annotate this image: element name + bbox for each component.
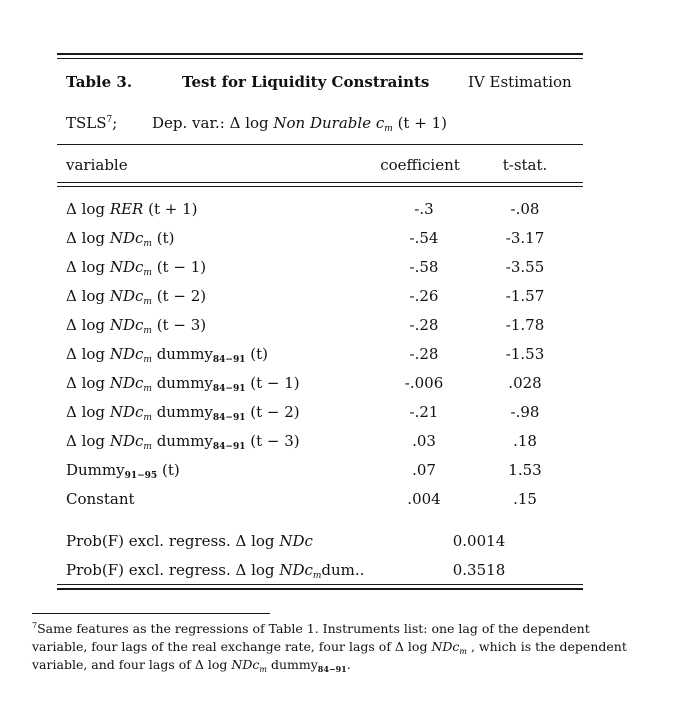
bottom-rule-2: [57, 588, 583, 590]
column-header-variable: variable: [66, 156, 128, 174]
dep-var-prefix: Δ log: [229, 114, 269, 132]
coefficient-cell: -.3: [414, 200, 434, 218]
table-row: [0, 258, 675, 282]
dep-var-suffix: (t + 1): [397, 114, 447, 132]
delta-log: Δ log: [66, 200, 106, 218]
lag: (t + 1): [148, 200, 198, 218]
bottom-rule-1: [57, 584, 583, 585]
delta-log: Δ log: [66, 345, 106, 363]
variable-name: RER: [109, 200, 144, 218]
tstat-cell: .15: [513, 490, 537, 508]
delta-log: Δ log: [66, 374, 106, 392]
lag: (t − 3): [156, 316, 207, 334]
table-row: [0, 403, 675, 427]
variable-cell: [66, 403, 300, 421]
variable-name: NDc: [109, 403, 144, 421]
table-row: [0, 287, 675, 311]
prob-value: 0.3518: [452, 561, 506, 579]
method-footnote-mark: 7: [106, 115, 113, 125]
coefficient-cell: -.28: [409, 316, 439, 334]
dep-var-label: Dep. var.:: [152, 114, 225, 132]
prob-variable-cell: [66, 561, 364, 579]
column-header-coefficient: coefficient: [380, 156, 460, 174]
dependent-variable: [152, 114, 447, 132]
coefficient-cell: -.26: [409, 287, 439, 305]
variable-subscript: m: [143, 239, 152, 249]
prob-value: 0.0014: [452, 532, 506, 550]
delta-log: Δ log: [235, 532, 275, 550]
header-top-rule: [57, 144, 583, 145]
coefficient-cell: .004: [407, 490, 441, 508]
table-row: [0, 374, 675, 398]
prob-label: Prob(F) excl. regress.: [66, 532, 231, 550]
variable-name: NDc: [109, 432, 144, 450]
dep-var-sub: m: [384, 124, 393, 134]
prob-variable-cell: [66, 532, 313, 550]
prob-row: [0, 561, 675, 585]
variable-name: NDc: [109, 287, 144, 305]
column-header-tstat: t-stat.: [502, 156, 548, 174]
variable-cell: [66, 229, 174, 247]
variable-name: NDc: [279, 532, 313, 550]
variable-tail: dum..: [321, 561, 365, 579]
dummy-subscript: 84−91: [212, 355, 246, 365]
estimation-method: IV Estimation: [468, 73, 572, 91]
coefficient-cell: -.58: [409, 258, 439, 276]
variable-subscript: m: [143, 442, 152, 452]
coefficient-cell: -.28: [409, 345, 439, 363]
variable-subscript: m: [143, 384, 152, 394]
delta-log: Δ log: [235, 561, 275, 579]
tstat-cell: -1.57: [505, 287, 545, 305]
header-rule-2: [57, 186, 583, 187]
variable-subscript: m: [143, 326, 152, 336]
table-number: Table 3.: [66, 73, 133, 91]
tstat-cell: -.98: [510, 403, 540, 421]
top-rule-inner: [57, 58, 583, 59]
variable-term: Constant: [66, 490, 135, 508]
variable-name: NDc: [109, 374, 144, 392]
variable-term: dummy: [156, 345, 213, 363]
variable-subscript: m: [143, 297, 152, 307]
variable-name: NDc: [109, 316, 144, 334]
footnote-mark: 7: [32, 621, 38, 630]
table-row: [0, 461, 675, 485]
footnote-line-3: variable, and four lags of Δ log NDc$_m$ dummy$_{84-91}$.: [32, 657, 351, 674]
variable-subscript: m: [143, 268, 152, 278]
prob-row: [0, 532, 675, 556]
footnote: [32, 621, 642, 675]
lag: (t − 1): [250, 374, 300, 392]
footnote-line-1: $^7$Same features as the regressions of Table 1. Instruments list: one lag of the dependent: [32, 621, 590, 636]
prob-label: Prob(F) excl. regress.: [66, 561, 231, 579]
variable-cell: [66, 461, 180, 479]
variable-subscript: m: [312, 571, 322, 581]
variable-cell: [66, 316, 206, 334]
table-row: [0, 200, 675, 224]
dummy-subscript: 84−91: [212, 384, 246, 394]
table-row: [0, 490, 675, 514]
delta-log: Δ log: [66, 403, 106, 421]
lag: (t): [156, 229, 175, 247]
coefficient-cell: -.54: [409, 229, 439, 247]
variable-cell: [66, 490, 135, 508]
tstat-cell: -1.78: [505, 316, 545, 334]
variable-subscript: m: [143, 413, 152, 423]
coefficient-cell: -.21: [409, 403, 439, 421]
delta-log: Δ log: [66, 432, 106, 450]
coefficient-cell: .03: [412, 432, 436, 450]
variable-cell: [66, 432, 300, 450]
variable-name: NDc: [279, 561, 313, 579]
header-rule-1: [57, 182, 583, 183]
variable-term: dummy: [156, 374, 213, 392]
tstat-cell: -1.53: [505, 345, 545, 363]
top-rule: [57, 53, 583, 55]
lag: (t − 1): [156, 258, 207, 276]
variable-term: Dummy: [66, 461, 125, 479]
delta-log: Δ log: [66, 287, 106, 305]
dep-var-name: Non Durable c: [273, 114, 385, 132]
lag: (t − 3): [250, 432, 300, 450]
dummy-subscript: 91−95: [124, 471, 158, 481]
variable-cell: [66, 374, 300, 392]
tstat-cell: 1.53: [508, 461, 542, 479]
footnote-line-2: variable, four lags of the real exchange rate, four lags of Δ log NDc$_m$ , which is the dependent: [32, 639, 627, 656]
lag: (t): [250, 345, 268, 363]
variable-term: dummy: [156, 432, 213, 450]
variable-subscript: m: [143, 355, 152, 365]
tstat-cell: .18: [513, 432, 537, 450]
method-name: TSLS: [66, 114, 107, 132]
variable-cell: [66, 287, 206, 305]
coefficient-cell: -.006: [404, 374, 444, 392]
lag: (t − 2): [156, 287, 207, 305]
method-label: [66, 114, 117, 132]
tstat-cell: -3.17: [505, 229, 545, 247]
lag: (t): [161, 461, 180, 479]
footnote-rule: [32, 613, 270, 614]
variable-cell: [66, 258, 206, 276]
method-suffix: ;: [112, 114, 118, 132]
variable-name: NDc: [109, 258, 144, 276]
variable-cell: [66, 200, 198, 218]
coefficient-cell: .07: [412, 461, 436, 479]
tstat-cell: -.08: [510, 200, 540, 218]
dummy-subscript: 84−91: [212, 442, 246, 452]
lag: (t − 2): [250, 403, 300, 421]
variable-cell: [66, 345, 268, 363]
table-title: Test for Liquidity Constraints: [182, 73, 430, 91]
table-row: [0, 345, 675, 369]
tstat-cell: .028: [508, 374, 542, 392]
tstat-cell: -3.55: [505, 258, 545, 276]
dummy-subscript: 84−91: [212, 413, 246, 423]
variable-name: NDc: [109, 345, 144, 363]
delta-log: Δ log: [66, 258, 106, 276]
delta-log: Δ log: [66, 316, 106, 334]
table-row: [0, 432, 675, 456]
delta-log: Δ log: [66, 229, 106, 247]
table-row: [0, 316, 675, 340]
table-row: [0, 229, 675, 253]
variable-term: dummy: [156, 403, 213, 421]
variable-name: NDc: [109, 229, 144, 247]
